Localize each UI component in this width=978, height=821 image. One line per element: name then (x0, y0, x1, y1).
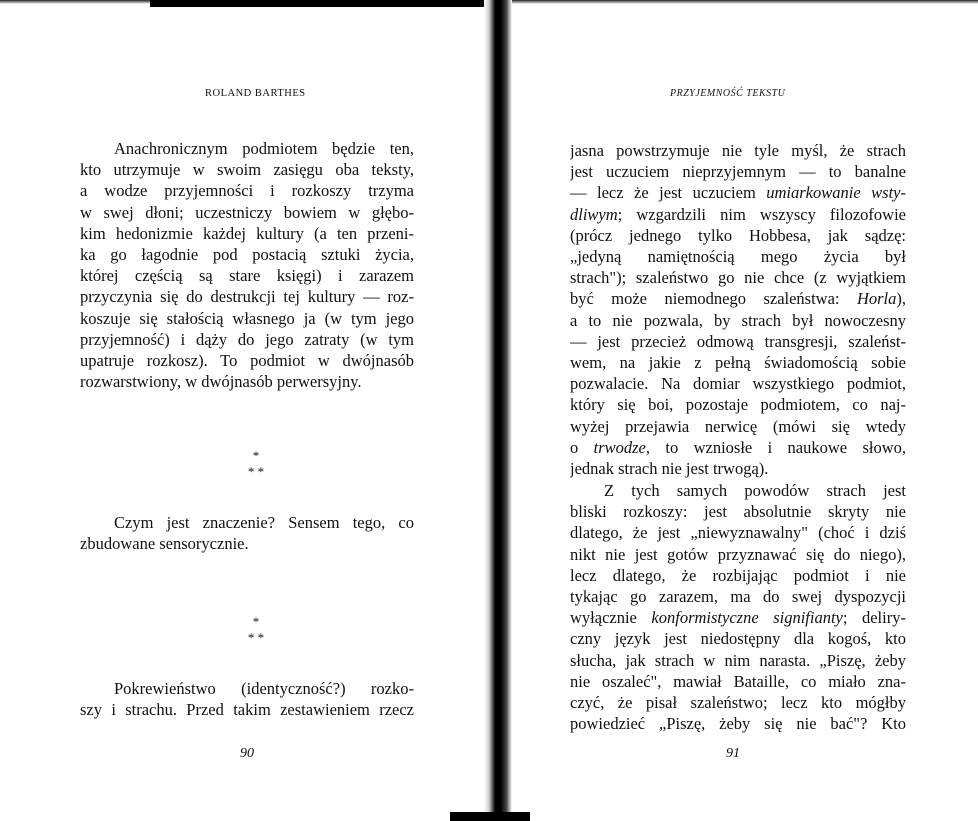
text-line: zbudowane sensorycznie. (80, 534, 249, 554)
text-line: a to nie pozwala, by strach był nowoczesny (570, 310, 906, 330)
text-line: — lecz że jest uczuciem umiarkowanie wsty- (570, 183, 906, 203)
text-line: a wodze przyjemności i rozkoszy trzyma (80, 181, 414, 201)
right-page (490, 0, 978, 821)
text-line: koszuje się stałością własnego ja (w tym jego (80, 308, 414, 328)
text-line: kim hedonizmie każdej kultury (a ten przeni- (80, 223, 414, 243)
right-paragraph-1 (570, 140, 906, 479)
text-line: który się boi, pozostaje podmiotem, co naj- (570, 395, 906, 415)
text-line: Anachronicznym podmiotem będzie ten, (114, 139, 414, 158)
text-line: czyć, że pisał szaleństwo; lecz kto mógłby (570, 693, 906, 713)
text-line: powiedzieć „Piszę, żeby się nie bać"? Kto (570, 714, 906, 734)
text-line: upatruje rozkosz). To podmiot w dwójnasób (80, 351, 414, 371)
text-line: Pokrewieństwo (identyczność?) rozko- (114, 679, 414, 698)
text-line: w swej dłoni; uczestniczy bowiem w głębo- (80, 202, 414, 222)
text-line: kto utrzymuje w swoim zasięgu oba teksty, (80, 160, 414, 180)
section-divider-2 (226, 614, 286, 646)
asterisk-pair: * * (247, 464, 265, 479)
asterisk: * (252, 448, 260, 463)
running-header-right: PRZYJEMNOŚĆ TEKSTU (670, 88, 786, 99)
text-line: „jedyną namiętnością mego życia był (570, 247, 906, 267)
right-paragraph-2 (570, 480, 906, 734)
text-line: pozwalacie. Na domiar wszystkiego podmiot, (570, 374, 906, 394)
text-line: — jest przecież odmową transgresji, szaleńst- (570, 331, 906, 351)
text-line: jasna powstrzymuje nie tyle myśl, że strach (570, 141, 906, 160)
text-line: dlatego, że jest „niewyznawalny" (choć i dziś (570, 523, 906, 543)
section-divider-1 (226, 448, 286, 480)
text-line: wyłącznie konformistyczne signifianty; deliry- (570, 608, 906, 628)
text-line: rozwarstwiony, w dwójnasób perwersyjny. (80, 372, 362, 392)
text-line: Z tych samych powodów strach jest (604, 481, 906, 500)
left-page (0, 0, 488, 821)
text-line: bliski rozkoszy: jest absolutnie skryty nie (570, 502, 906, 522)
text-line: Czym jest znaczenie? Sensem tego, co (114, 513, 414, 532)
text-line: dliwym; wzgardzili nim wszyscy filozofowie (570, 204, 906, 224)
text-line: przyczynia się do destrukcji tej kultury — roz- (80, 287, 414, 307)
text-line: wyżej przejawia nerwicę (mówi się wtedy (570, 416, 906, 436)
text-line: nikt nie jest gotów przyznawać się do niego), (570, 544, 906, 564)
text-line: jest uczuciem nieprzyjemnym — to banalne (570, 162, 906, 182)
text-line: ka go łagodnie pod postacią sztuki życia, (80, 245, 414, 265)
running-header-left: ROLAND BARTHES (205, 88, 306, 99)
text-line: tykając go zarazem, ma do swej dyspozycji (570, 587, 906, 607)
asterisk: * (252, 614, 260, 629)
left-paragraph-3 (80, 678, 414, 720)
text-line: jednak strach nie jest trwogą). (570, 459, 769, 479)
text-line: przyjemność) i dąży do jego zatraty (w tym (80, 329, 414, 349)
left-paragraph-1 (80, 138, 414, 392)
text-line: słucha, jak strach w nim narasta. „Piszę, żeby (570, 650, 906, 670)
text-line: o trwodze, to wzniosłe i naukowe słowo, (570, 437, 906, 457)
text-line: czny język jest niedostępny dla kogoś, kto (570, 629, 906, 649)
page-number-left: 90 (240, 746, 254, 761)
text-line: nie oszaleć", mawiał Bataille, co miało zna- (570, 671, 906, 691)
bottom-edge-dark (450, 812, 530, 821)
text-line: być może niemodnego szaleństwa: Horla), (570, 289, 906, 309)
text-line: której częścią są stare księgi) i zarazem (80, 266, 414, 286)
text-line: (prócz jednego tylko Hobbesa, jak sądzę: (570, 225, 906, 245)
page-number-right: 91 (726, 746, 740, 761)
text-line: lecz dlatego, że rozbijając podmiot i nie (570, 565, 906, 585)
text-line: szy i strachu. Przed takim zestawieniem rzecz (80, 700, 414, 720)
asterisk-pair: * * (247, 630, 265, 645)
text-line: strach"); szaleństwo go nie chce (z wyjątkiem (570, 268, 906, 288)
left-paragraph-2 (80, 512, 414, 554)
text-line: wem, na jakie z pełną świadomością sobie (570, 353, 906, 373)
